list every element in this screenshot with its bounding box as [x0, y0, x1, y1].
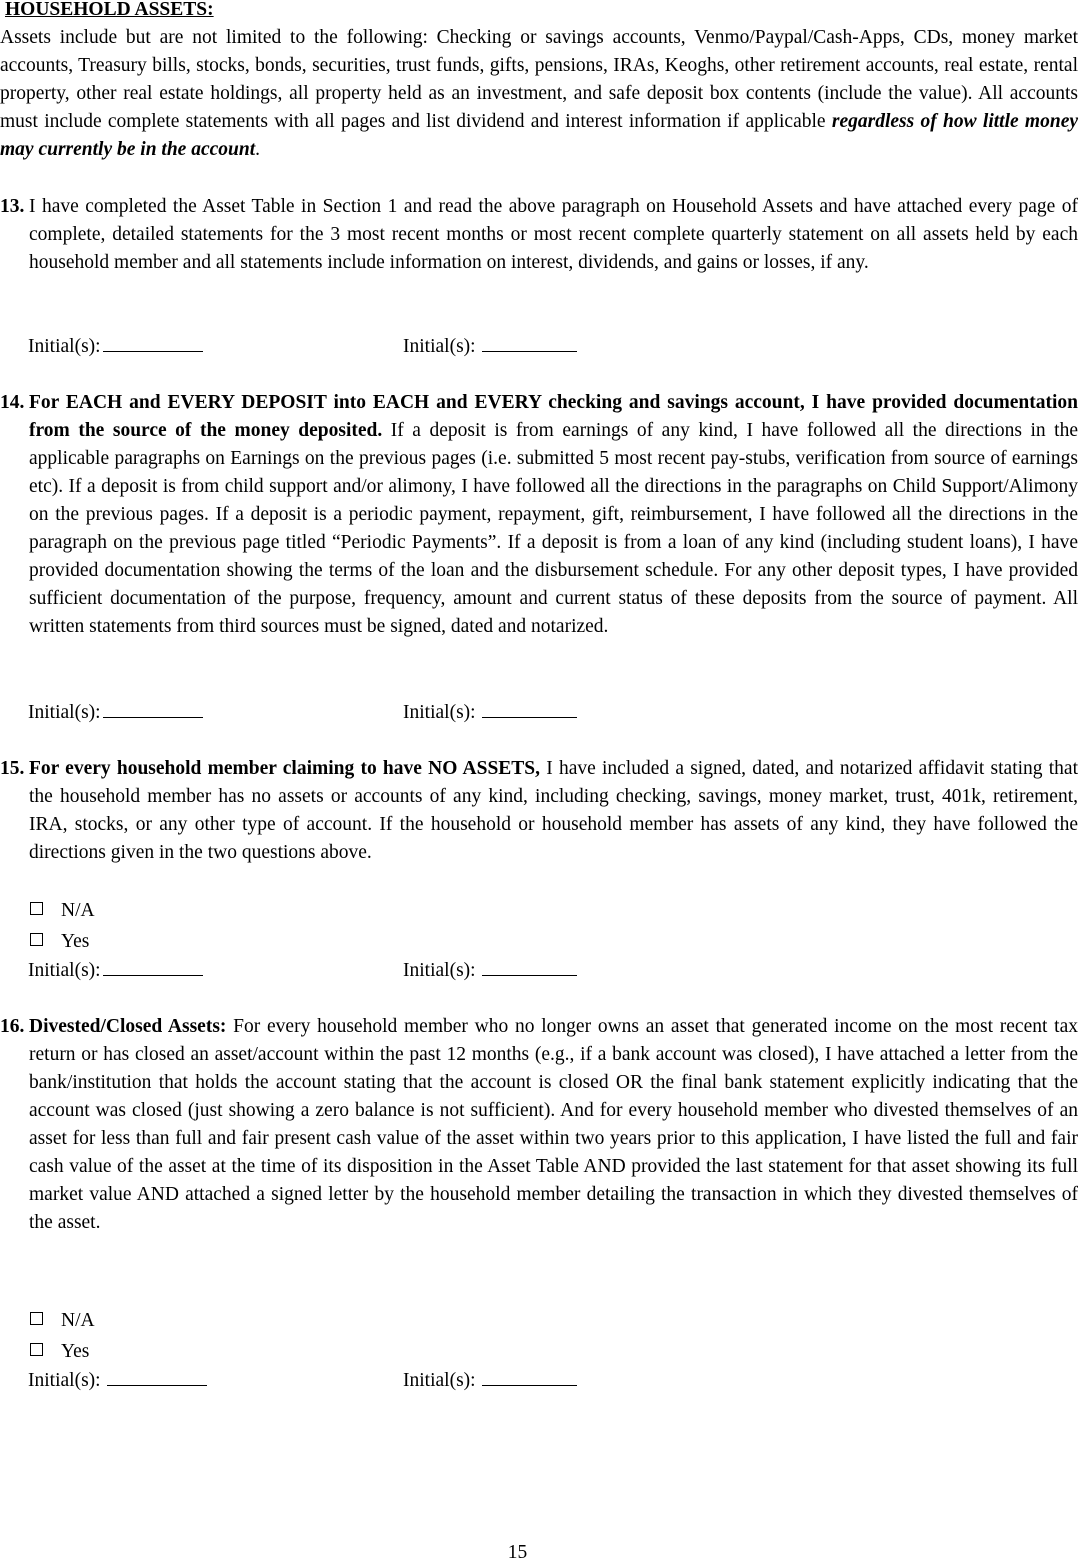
question-16-number: 16.: [0, 1016, 25, 1037]
initials-field-1[interactable]: [28, 699, 203, 727]
page-number: 15: [507, 1542, 528, 1563]
intro-text: Assets include but are not limited to the following: Checking or savings accounts, Venmo/Paypal/Cash-Apps, CDs, money market accounts, Treasury bills, stocks, bonds, securities, trust funds, gifts, pensions, IRAs, Keoghs, other retirement accounts, real estate, rental property, other real estate holdings, all property held as an investment, and safe deposit box contents (include the value). All accounts must include complete statements with all pages and list dividend and interest information if applicable: [0, 27, 1078, 132]
initials-blank[interactable]: [482, 957, 577, 976]
checkbox-label: Yes: [61, 1341, 90, 1362]
checkbox-yes-15[interactable]: [30, 928, 89, 956]
initials-field-1[interactable]: [28, 1367, 207, 1395]
checkbox-icon[interactable]: [30, 933, 43, 946]
initials-blank[interactable]: [103, 699, 203, 718]
initials-label: Initial(s):: [403, 960, 476, 981]
initials-label: Initial(s):: [403, 336, 476, 357]
initials-label: Initial(s):: [28, 1370, 106, 1391]
initials-blank[interactable]: [482, 333, 577, 352]
initials-label: Initial(s):: [28, 702, 101, 723]
question-16-initials: [28, 1367, 668, 1395]
initials-blank[interactable]: [103, 957, 203, 976]
initials-label: Initial(s):: [403, 1370, 476, 1391]
initials-field-1[interactable]: [28, 333, 203, 361]
question-15-initials: [28, 957, 668, 985]
question-14-body: If a deposit is from earnings of any kind, I have followed all the directions in the applicable paragraphs on Earnings on the previous pages (i.e. submitted 5 most recent pay-stubs, verification from source of earnings etc). If a deposit is from child support and/or alimony, I have followed all the directions in the paragraphs on Child Support/Alimony on the previous pages. If a deposit is a periodic payment, repayment, gift, reimbursement, I have followed all the directions in the paragraph on the previous page titled “Periodic Payments”. If a deposit is from a loan of any kind (including student loans), I have provided documentation showing the terms of the loan and the disbursement schedule. For any other deposit types, I have provided sufficient documentation of the purpose, frequency, amount and current status of these deposits from the source of payment. All written statements from third sources must be signed, dated and notarized.: [29, 420, 1078, 637]
question-15-text: [29, 755, 1078, 867]
checkbox-yes-16[interactable]: [30, 1338, 89, 1366]
question-14: [0, 389, 1078, 641]
initials-blank[interactable]: [482, 699, 577, 718]
checkbox-label: N/A: [61, 900, 95, 921]
intro-end: .: [255, 139, 260, 160]
question-15: [0, 755, 1078, 867]
question-14-bold: For EACH and EVERY DEPOSIT into EACH and EVERY checking and savings account, I have provided documentation from the source of the money deposited.: [29, 392, 1078, 441]
checkbox-na-15[interactable]: [30, 897, 95, 925]
intro-emphasis: regardless of how little money may currently be in the account: [0, 111, 1079, 160]
question-13: [0, 193, 1078, 277]
initials-field-2[interactable]: [403, 957, 577, 985]
initials-label: Initial(s):: [28, 336, 101, 357]
checkbox-icon[interactable]: [30, 902, 43, 915]
question-13-initials: [28, 333, 668, 361]
household-assets-paragraph: [0, 24, 1078, 164]
question-15-bold: For every household member claiming to have NO ASSETS,: [29, 758, 541, 779]
initials-label: Initial(s):: [403, 702, 476, 723]
checkbox-na-16[interactable]: [30, 1307, 95, 1335]
initials-field-1[interactable]: [28, 957, 203, 985]
initials-label: Initial(s):: [28, 960, 101, 981]
question-16-bold: Divested/Closed Assets:: [29, 1016, 227, 1037]
checkbox-icon[interactable]: [30, 1312, 43, 1325]
initials-blank[interactable]: [103, 333, 203, 352]
initials-field-2[interactable]: [403, 699, 577, 727]
initials-field-2[interactable]: [403, 333, 577, 361]
household-assets-heading: HOUSEHOLD ASSETS:: [5, 0, 214, 20]
question-14-number: 14.: [0, 392, 25, 413]
question-16-body: For every household member who no longer owns an asset that generated income on the most recent tax return or has closed an asset/account within the past 12 months (e.g., if a bank account was closed), I have attached a letter from the bank/institution that holds the account stating that the account is closed OR the final bank statement explicitly indicating that the account was closed (just showing a zero balance is not sufficient). And for every household member who divested themselves of an asset for less than full and fair present cash value of the asset within two years prior to this application, I have listed the full and fair cash value of the asset at the time of its disposition in the Asset Table AND provided the last statement for that asset showing its full market value AND attached a signed letter by the household member detailing the transaction in which they divested themselves of the asset.: [29, 1016, 1078, 1233]
question-15-number: 15.: [0, 758, 25, 779]
checkbox-label: Yes: [61, 931, 90, 952]
question-15-body: I have included a signed, dated, and notarized affidavit stating that the household member has no assets or accounts of any kind, including checking, savings, money market, trust, 401k, retirement, IRA, stocks, or any other type of account. If the household or household member has assets of any kind, they have followed the directions given in the two questions above.: [29, 758, 1078, 863]
initials-blank[interactable]: [482, 1367, 577, 1386]
checkbox-label: N/A: [61, 1310, 95, 1331]
question-14-initials: [28, 699, 668, 727]
question-16-text: [29, 1013, 1078, 1237]
question-13-text: I have completed the Asset Table in Section 1 and read the above paragraph on Household Assets and have attached every page of complete, detailed statements for the 3 most recent months or most recent complete quarterly statement on all assets held by each household member and all statements include information on interest, dividends, and gains or losses, if any.: [29, 196, 1078, 273]
initials-field-2[interactable]: [403, 1367, 577, 1395]
question-14-text: [29, 389, 1078, 641]
question-16: [0, 1013, 1078, 1237]
initials-blank[interactable]: [107, 1367, 207, 1386]
question-13-number: 13.: [0, 196, 25, 217]
checkbox-icon[interactable]: [30, 1343, 43, 1356]
